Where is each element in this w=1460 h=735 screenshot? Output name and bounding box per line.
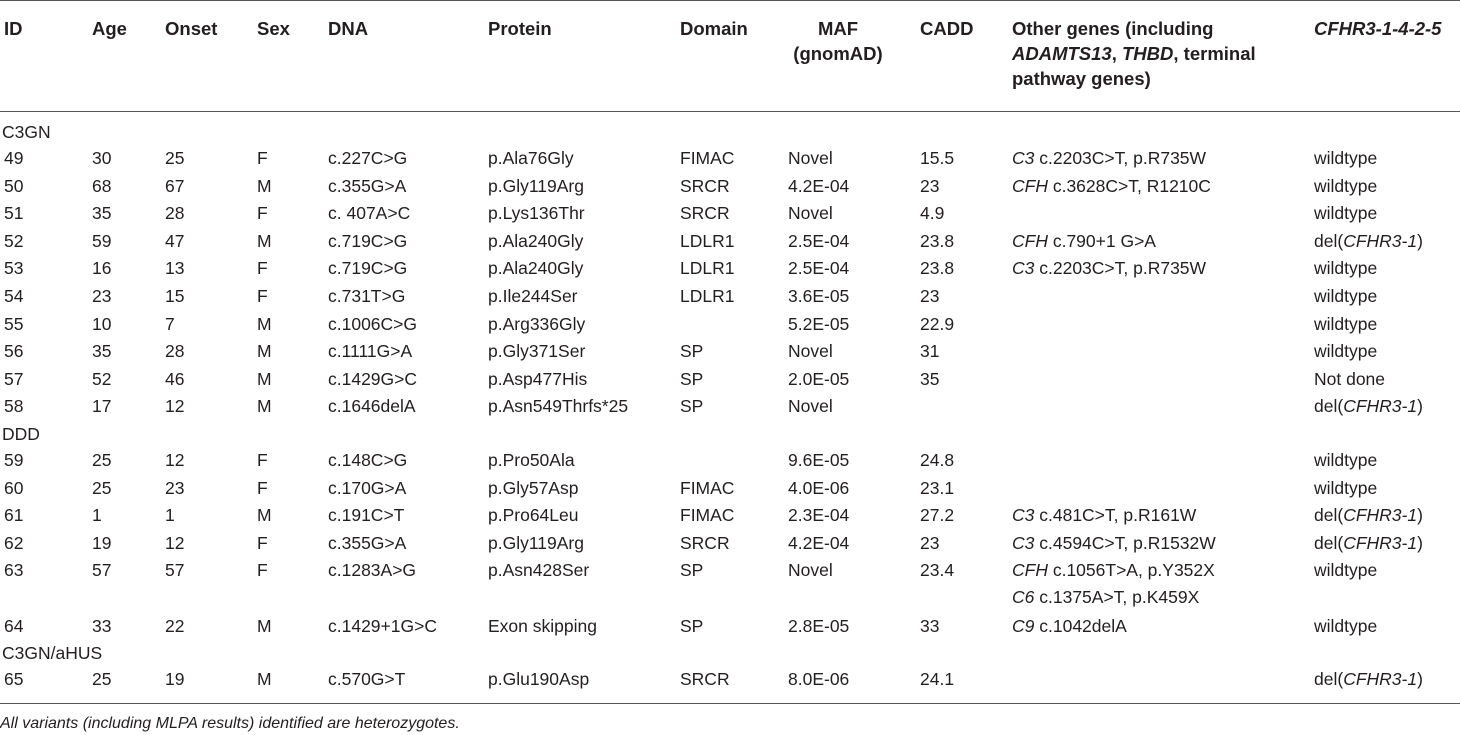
other-gene-name: C3 (1012, 532, 1035, 553)
cell-cfhr: del(CFHR3-1) (1314, 669, 1423, 690)
cell-cadd: 35 (920, 368, 940, 389)
header-id: ID (4, 18, 23, 39)
other-gene-name: C3 (1012, 148, 1035, 168)
cfhr-gene: CFHR3-1 (1343, 230, 1418, 251)
cell-dna: c.1429+1G>C (328, 615, 437, 636)
other-gene-variant: c.1056T>A, p.Y352X (1047, 560, 1215, 581)
section-label: C3GN (2, 122, 51, 142)
cell-id: 53 (4, 258, 24, 279)
cell-id: 54 (4, 286, 24, 306)
cfhr-status: del( (1314, 505, 1344, 526)
cell-protein: p.Asn549Thrfs*25 (488, 396, 629, 417)
cell-onset: 7 (165, 313, 175, 334)
cell-onset: 12 (165, 532, 185, 553)
cell-age: 1 (92, 505, 102, 526)
cell-protein: p.Ile244Ser (488, 286, 578, 306)
cell-sex: M (257, 396, 272, 417)
cell-maf: 4.2E-04 (788, 532, 850, 553)
other-gene-variant: c.1042delA (1034, 615, 1127, 636)
table-row (0, 311, 1460, 338)
cell-dna: c.170G>A (328, 477, 407, 498)
cell-id: 50 (4, 175, 24, 196)
cell-age: 16 (92, 258, 112, 279)
cell-sex: M (257, 669, 272, 690)
cell-cadd: 4.9 (920, 203, 945, 224)
cell-cfhr (1314, 200, 1377, 227)
cell-maf: 3.6E-05 (788, 286, 850, 306)
cell-sex: M (257, 368, 272, 389)
cell-cfhr (1314, 557, 1377, 584)
cell-id: 49 (4, 148, 24, 168)
other-gene-variant: c.2203C>T, p.R735W (1034, 258, 1207, 279)
header-sex: Sex (257, 18, 290, 39)
cell-dna: c.1283A>G (328, 560, 417, 581)
cell-onset: 57 (165, 560, 185, 581)
cfhr-status: wildtype (1314, 477, 1378, 498)
cell-cfhr: del(CFHR3-1) (1314, 396, 1423, 417)
cell-sex: F (257, 450, 268, 470)
cell-cfhr (1314, 338, 1377, 365)
cell-protein: p.Asn428Ser (488, 560, 590, 581)
cell-onset: 22 (165, 615, 185, 636)
cell-cadd: 24.1 (920, 669, 955, 690)
cell-cadd: 23 (920, 286, 940, 306)
cell-sex: M (257, 341, 272, 362)
cell-id: 65 (4, 669, 24, 690)
cell-cadd: 23.4 (920, 560, 955, 581)
cell-dna: c.570G>T (328, 669, 406, 690)
cell-age: 25 (92, 669, 112, 690)
cell-age: 57 (92, 560, 112, 581)
cell-maf: 2.5E-04 (788, 258, 850, 279)
other-gene-name: C3 (1012, 258, 1035, 279)
cell-cadd: 22.9 (920, 313, 955, 334)
cfhr-status: wildtype (1314, 615, 1378, 636)
cell-other-genes (1012, 145, 1206, 172)
cell-domain: SP (680, 615, 704, 636)
cell-onset: 23 (165, 477, 185, 498)
cell-cfhr (1314, 145, 1377, 172)
cell-protein: p.Gly119Arg (488, 175, 584, 196)
cell-other-genes (1012, 502, 1196, 529)
cell-cfhr: del(CFHR3-1) (1314, 230, 1423, 251)
cell-dna: c.355G>A (328, 532, 407, 553)
cell-cadd: 23 (920, 532, 940, 553)
cell-sex: F (257, 532, 268, 553)
header-other-terminal: , terminal (1173, 43, 1256, 64)
cfhr-status: wildtype (1314, 258, 1378, 279)
cell-protein: p.Glu190Asp (488, 669, 590, 690)
table-row (0, 502, 1460, 529)
cell-id: 56 (4, 341, 24, 362)
cell-maf: Novel (788, 396, 833, 417)
cfhr-status: wildtype (1314, 203, 1378, 224)
cfhr-gene: CFHR3-1 (1343, 669, 1418, 690)
cfhr-gene: CFHR3-1 (1343, 396, 1418, 417)
header-age: Age (92, 18, 127, 39)
cell-id: 52 (4, 230, 24, 251)
cell-cfhr: del(CFHR3-1) (1314, 532, 1423, 553)
cell-maf: 5.2E-05 (788, 313, 850, 334)
cell-onset: 13 (165, 258, 185, 279)
cell-domain: SRCR (680, 669, 730, 690)
cell-maf: 2.5E-04 (788, 230, 850, 251)
table-row (0, 338, 1460, 365)
cell-maf: 8.0E-06 (788, 669, 850, 690)
cell-cfhr (1314, 283, 1377, 310)
cell-onset: 15 (165, 286, 185, 306)
table-row (0, 666, 1460, 693)
table-row (0, 228, 1460, 255)
cfhr-status: del( (1314, 396, 1344, 417)
cell-cadd: 15.5 (920, 148, 955, 168)
cell-domain: SP (680, 341, 704, 362)
bottom-rule (0, 703, 1460, 704)
cell-domain: FIMAC (680, 505, 735, 526)
table-row (0, 557, 1460, 608)
cell-maf: 2.8E-05 (788, 615, 850, 636)
cell-sex: M (257, 505, 272, 526)
cell-cadd: 23 (920, 175, 940, 196)
cell-domain: FIMAC (680, 148, 735, 168)
cell-maf: Novel (788, 203, 833, 224)
cell-onset: 12 (165, 450, 185, 470)
cell-dna: c.191C>T (328, 505, 405, 526)
cfhr-status: del( (1314, 230, 1344, 251)
cell-cfhr: del(CFHR3-1) (1314, 505, 1423, 526)
cell-protein: p.Ala240Gly (488, 230, 584, 251)
cell-sex: F (257, 203, 268, 224)
cell-maf: Novel (788, 560, 833, 581)
cell-cadd: 27.2 (920, 505, 955, 526)
cell-protein: Exon skipping (488, 615, 597, 636)
cell-dna: c.355G>A (328, 175, 407, 196)
cell-cadd: 23.1 (920, 477, 955, 498)
cell-onset: 12 (165, 396, 185, 417)
cell-other-genes (1012, 613, 1127, 640)
cell-sex: F (257, 258, 268, 279)
cell-dna: c.731T>G (328, 286, 406, 306)
cell-protein: p.Gly119Arg (488, 532, 584, 553)
other-gene-variant: c.481C>T, p.R161W (1034, 505, 1197, 526)
other-gene-name: CFH (1012, 175, 1048, 196)
header-maf (788, 16, 888, 66)
table-row (0, 393, 1460, 420)
cell-cadd: 23.8 (920, 230, 955, 251)
cell-cfhr (1314, 366, 1385, 393)
cfhr-gene: CFHR3-1 (1343, 505, 1418, 526)
cell-id: 59 (4, 450, 24, 470)
cfhr-gene: CFHR3-1 (1343, 532, 1418, 553)
cell-dna: c.1006C>G (328, 313, 418, 334)
table-row (0, 173, 1460, 200)
other-gene-variant: c.790+1 G>A (1047, 230, 1156, 251)
header-other-genes (1012, 16, 1256, 91)
header-other-sep: , (1111, 43, 1122, 64)
cell-id: 64 (4, 615, 24, 636)
cell-domain: LDLR1 (680, 258, 735, 279)
cell-domain: SP (680, 560, 704, 581)
cell-cadd: 23.8 (920, 258, 955, 279)
cfhr-status: del( (1314, 532, 1344, 553)
table-row (0, 145, 1460, 172)
table-row (0, 366, 1460, 393)
cell-age: 25 (92, 450, 112, 470)
cell-dna: c.148C>G (328, 450, 408, 470)
header-other-line2 (1012, 41, 1256, 66)
cfhr-status: del( (1314, 669, 1344, 690)
cell-protein: p.Ala76Gly (488, 148, 574, 168)
header-other-line1: Other genes (including (1012, 18, 1214, 39)
table-row (0, 613, 1460, 640)
cell-protein: p.Gly371Ser (488, 341, 586, 362)
cell-domain: LDLR1 (680, 286, 735, 306)
cell-sex: M (257, 175, 272, 196)
cell-dna: c.227C>G (328, 148, 408, 168)
section-label: DDD (2, 424, 40, 444)
cell-age: 52 (92, 368, 112, 389)
cfhr-status: wildtype (1314, 313, 1378, 334)
cell-sex: M (257, 230, 272, 251)
cell-domain: SP (680, 396, 704, 417)
cell-id: 58 (4, 396, 24, 417)
table-row (0, 255, 1460, 282)
cell-other-genes (1012, 255, 1206, 282)
cell-protein: p.Gly57Asp (488, 477, 579, 498)
cfhr-status: wildtype (1314, 148, 1378, 168)
other-gene-name: C6 (1012, 587, 1035, 608)
header-cfhr (1314, 16, 1441, 41)
cell-age: 23 (92, 286, 112, 306)
cell-cadd: 33 (920, 615, 940, 636)
cell-age: 30 (92, 148, 112, 168)
table-row (0, 447, 1460, 474)
other-gene-variant: c.2203C>T, p.R735W (1034, 148, 1207, 168)
table-row (0, 530, 1460, 557)
cell-domain: SRCR (680, 532, 730, 553)
cell-onset: 19 (165, 669, 185, 690)
cell-maf: 9.6E-05 (788, 450, 850, 470)
cell-sex: F (257, 560, 268, 581)
other-gene-variant: c.4594C>T, p.R1532W (1034, 532, 1216, 553)
table-row (0, 475, 1460, 502)
cell-onset: 67 (165, 175, 185, 196)
cell-age: 17 (92, 396, 112, 417)
cell-cfhr (1314, 475, 1377, 502)
header-protein: Protein (488, 18, 552, 39)
cell-other-genes (1012, 557, 1215, 584)
cell-other-genes (1012, 173, 1211, 200)
cfhr-status: Not done (1314, 368, 1386, 389)
header-dna: DNA (328, 18, 369, 39)
cfhr-status: wildtype (1314, 175, 1378, 196)
table-row (0, 283, 1460, 310)
header-domain: Domain (680, 18, 748, 39)
other-gene-name: CFH (1012, 560, 1048, 581)
cell-maf: Novel (788, 341, 833, 362)
cell-dna: c.719C>G (328, 230, 408, 251)
cell-age: 35 (92, 341, 112, 362)
cell-id: 61 (4, 505, 24, 526)
cell-protein: p.Ala240Gly (488, 258, 584, 279)
cell-dna: c. 407A>C (328, 203, 411, 224)
header-maf-line2: (gnomAD) (793, 43, 883, 64)
cell-age: 35 (92, 203, 112, 224)
other-gene-name: C9 (1012, 615, 1035, 636)
cell-id: 55 (4, 313, 24, 334)
cell-cadd: 31 (920, 341, 940, 362)
cell-cadd: 24.8 (920, 450, 955, 470)
cell-domain: LDLR1 (680, 230, 735, 251)
cell-id: 62 (4, 532, 24, 553)
footnote: All variants (including MLPA results) identified are heterozygotes. (0, 715, 460, 732)
header-maf-line1: MAF (817, 18, 859, 39)
header-other-adamts13: ADAMTS13 (1012, 43, 1112, 64)
cell-cfhr (1314, 255, 1377, 282)
cell-sex: M (257, 615, 272, 636)
cell-age: 25 (92, 477, 112, 498)
cell-domain: FIMAC (680, 477, 735, 498)
cell-onset: 47 (165, 230, 185, 251)
cell-other-genes-2 (1012, 584, 1199, 611)
cell-id: 63 (4, 560, 24, 581)
cell-domain: SRCR (680, 175, 730, 196)
cell-maf: 4.2E-04 (788, 175, 850, 196)
cell-age: 68 (92, 175, 112, 196)
cell-domain: SP (680, 368, 704, 389)
other-gene-variant: c.3628C>T, R1210C (1047, 175, 1211, 196)
cell-age: 10 (92, 313, 112, 334)
cell-cfhr (1314, 447, 1377, 474)
cell-cfhr (1314, 613, 1377, 640)
cell-protein: p.Arg336Gly (488, 313, 586, 334)
cell-protein: p.Asp477His (488, 368, 588, 389)
other-gene-variant: c.1375A>T, p.K459X (1034, 587, 1200, 608)
table-header (0, 0, 1460, 112)
other-gene-name: C3 (1012, 505, 1035, 526)
header-onset: Onset (165, 18, 218, 39)
cell-onset: 25 (165, 148, 185, 168)
header-cadd: CADD (920, 18, 974, 39)
cell-other-genes (1012, 228, 1156, 255)
cell-dna: c.1111G>A (328, 341, 413, 362)
cell-other-genes (1012, 530, 1216, 557)
cell-sex: F (257, 477, 268, 498)
cell-onset: 46 (165, 368, 185, 389)
cell-age: 19 (92, 532, 112, 553)
cfhr-status: wildtype (1314, 341, 1378, 362)
table-row (0, 200, 1460, 227)
section-label: C3GN/aHUS (2, 643, 103, 664)
cell-cfhr (1314, 173, 1377, 200)
cell-cfhr (1314, 311, 1377, 338)
cell-maf: 2.0E-05 (788, 368, 850, 389)
header-cfhr-text: CFHR3-1-4-2-5 (1314, 18, 1442, 39)
cell-dna: c.1429G>C (328, 368, 418, 389)
other-gene-name: CFH (1012, 230, 1048, 251)
cell-id: 57 (4, 368, 24, 389)
cell-maf: Novel (788, 148, 833, 168)
cell-sex: F (257, 286, 268, 306)
header-other-line3: pathway genes) (1012, 68, 1151, 89)
cell-onset: 1 (165, 505, 175, 526)
cell-maf: 2.3E-04 (788, 505, 850, 526)
cell-age: 33 (92, 615, 112, 636)
header-other-thbd: THBD (1122, 43, 1174, 64)
cell-onset: 28 (165, 341, 185, 362)
cell-protein: p.Pro64Leu (488, 505, 579, 526)
cfhr-status: wildtype (1314, 286, 1378, 306)
cell-dna: c.719C>G (328, 258, 408, 279)
cell-protein: p.Lys136Thr (488, 203, 585, 224)
cell-maf: 4.0E-06 (788, 477, 850, 498)
cfhr-status: wildtype (1314, 450, 1378, 470)
cell-id: 60 (4, 477, 24, 498)
cfhr-status: wildtype (1314, 560, 1378, 581)
cell-protein: p.Pro50Ala (488, 450, 575, 470)
cell-id: 51 (4, 203, 24, 224)
cell-sex: M (257, 313, 272, 334)
cell-age: 59 (92, 230, 112, 251)
cell-sex: F (257, 148, 268, 168)
cell-domain: SRCR (680, 203, 730, 224)
cell-dna: c.1646delA (328, 396, 416, 417)
cell-onset: 28 (165, 203, 185, 224)
